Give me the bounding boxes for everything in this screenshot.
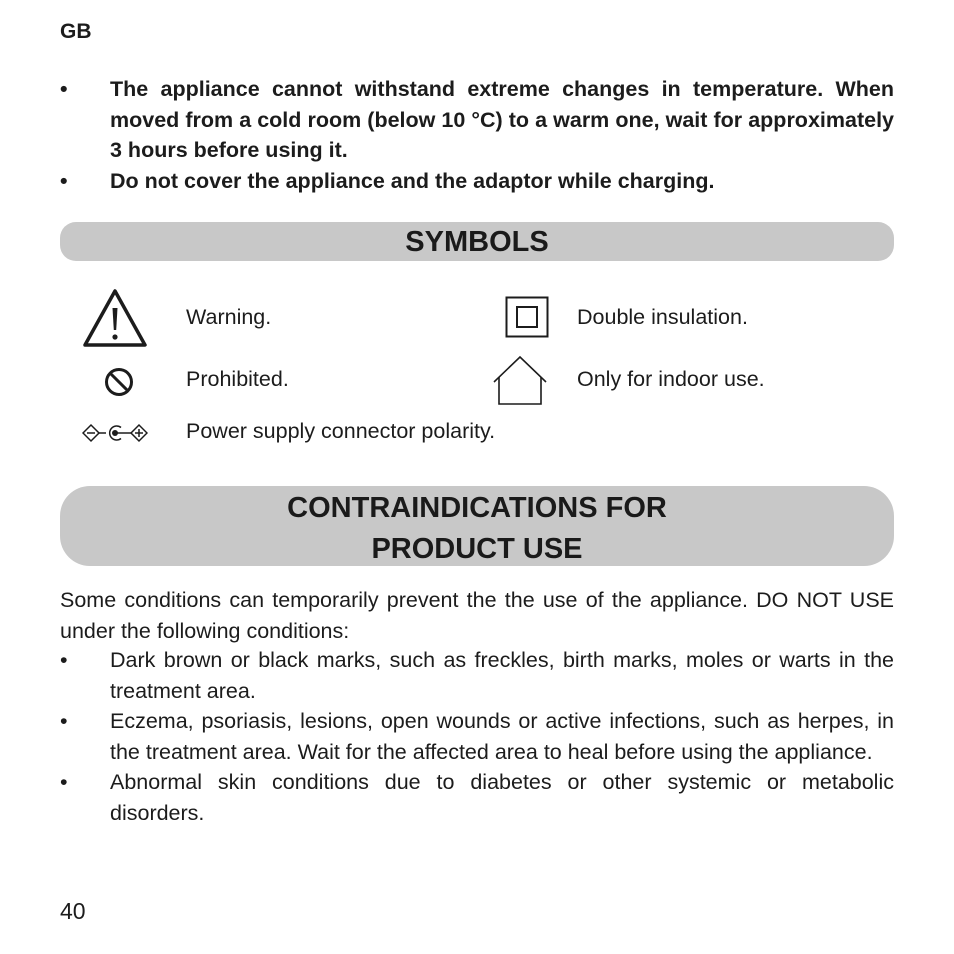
bullet-marker: •: [60, 168, 68, 193]
language-tag: GB: [60, 20, 92, 43]
bullet-marker: •: [60, 648, 68, 672]
list-item-text: Abnormal skin conditions due to diabetes or other systemic or metabolic disorders.: [110, 770, 894, 825]
bullet-marker: •: [60, 77, 68, 101]
list-item: [60, 74, 894, 166]
double-insulation-icon: [505, 296, 549, 338]
list-item-text: The appliance cannot withstand extreme changes in temperature. When moved from a cold room (below 10 °C) to a warm one, wait for approximately 3 hours before using it.: [110, 77, 894, 162]
polarity-icon: [82, 423, 148, 443]
heading-line: CONTRAINDICATIONS FOR: [287, 492, 667, 524]
precaution-list: [60, 74, 894, 196]
page-number: 40: [60, 898, 86, 924]
double-insulation-label: Double insulation.: [577, 305, 748, 329]
bullet-marker: •: [60, 770, 68, 794]
list-item: [60, 166, 894, 197]
indoor-house-icon: [492, 355, 548, 407]
warning-label: Warning.: [186, 305, 272, 329]
list-item: [60, 767, 894, 828]
polarity-label: Power supply connector polarity.: [186, 419, 496, 443]
prohibited-label: Prohibited.: [186, 367, 289, 391]
list-item: [60, 706, 894, 767]
contraindications-list: [60, 645, 894, 828]
list-item-text: Eczema, psoriasis, lesions, open wounds or active infections, such as herpes, in the treatment area. Wait for the affected area to heal before using the appliance.: [110, 709, 894, 764]
indoor-use-label: Only for indoor use.: [577, 367, 765, 391]
list-item-text: Do not cover the appliance and the adaptor while charging.: [110, 168, 715, 193]
symbols-heading: SYMBOLS: [60, 222, 894, 261]
list-item-text: Dark brown or black marks, such as freckles, birth marks, moles or warts in the treatment area.: [110, 648, 894, 703]
heading-line: PRODUCT USE: [371, 533, 583, 565]
contraindications-intro: Some conditions can temporarily prevent the the use of the appliance. DO NOT USE under the following conditions:: [60, 588, 894, 643]
contraindications-heading: [60, 486, 894, 566]
prohibited-icon: [103, 366, 135, 398]
warning-triangle-icon: [82, 288, 148, 348]
list-item: [60, 645, 894, 706]
bullet-marker: •: [60, 709, 68, 733]
